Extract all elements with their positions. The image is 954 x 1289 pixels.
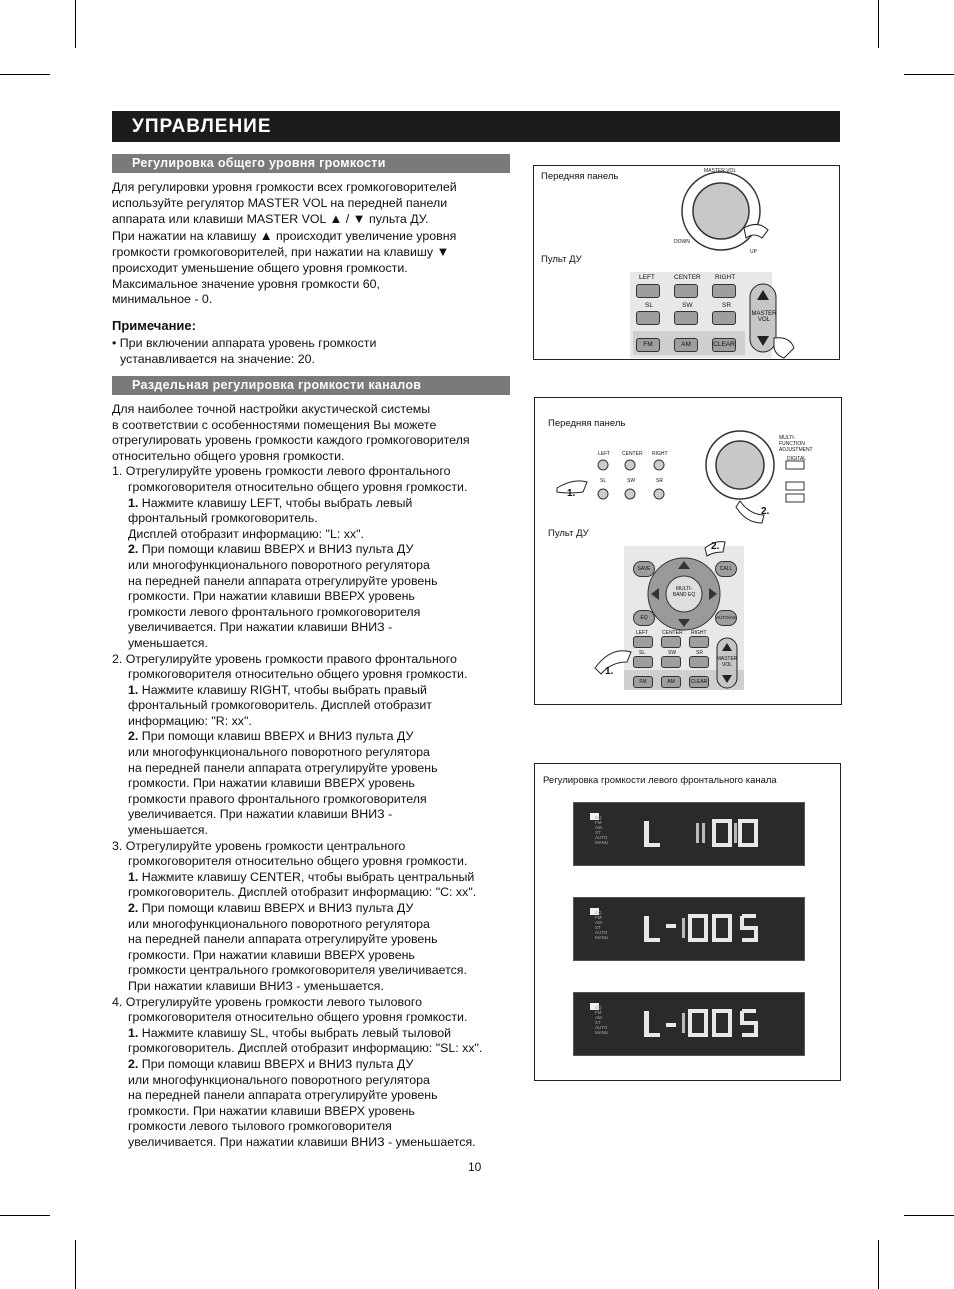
note-title: Примечание: xyxy=(112,318,196,333)
text-line: аппарата или клавиши MASTER VOL ▲ / ▼ пульта ДУ. xyxy=(112,211,429,227)
up-arrow-icon: ▲ xyxy=(329,211,343,227)
multi-band-eq-label: MULTI-BAND EQ xyxy=(672,586,696,598)
front-label: RIGHT xyxy=(652,451,668,457)
left-button[interactable] xyxy=(633,636,653,648)
text-line: 2. При помощи клавиш ВВЕРХ и ВНИЗ пульта ДУ xyxy=(128,1056,414,1071)
list-item: 4. Отрегулируйте уровень громкости левого тылового xyxy=(112,994,422,1009)
front-right-led xyxy=(654,460,664,470)
call-button[interactable]: CALL xyxy=(715,561,737,577)
crop-mark xyxy=(75,0,76,48)
front-sw-led xyxy=(625,489,635,499)
lcd-segment xyxy=(666,1023,676,1027)
remote-label: Пульт ДУ xyxy=(548,528,589,539)
front-label: SL xyxy=(600,478,607,484)
text-line: громкости правого фронтального громкоговорителя xyxy=(128,791,427,806)
master-vol-label: MASTER VOL xyxy=(751,311,777,323)
front-left-led xyxy=(598,460,608,470)
text-line: громкости левого тылового громкоговорителя xyxy=(128,1119,392,1134)
fm-button[interactable]: FM xyxy=(636,338,660,352)
hand-icon xyxy=(774,338,794,358)
lcd-mode-labels: EQ FM AM ST AUTO MANU xyxy=(595,815,609,845)
lcd-segment xyxy=(666,924,676,928)
text-line: на передней панели аппарата отрегулируйте уровень xyxy=(128,1088,438,1103)
text-line: громкости центрального громкоговорителя увеличивается. xyxy=(128,963,467,978)
text-line: используйте регулятор MASTER VOL на передней панели xyxy=(112,195,448,210)
front-sl-led xyxy=(598,489,608,499)
text-line: Дисплей отобразит информацию: "L: xx". xyxy=(128,526,364,541)
crop-mark xyxy=(878,0,879,48)
master-vol-label: MASTER VOL xyxy=(716,656,738,668)
text-line: громкости левого фронтального громкоговорителя xyxy=(128,604,421,619)
front-label: SR xyxy=(656,478,663,484)
front-label: CENTER xyxy=(622,451,643,457)
sl-button[interactable] xyxy=(636,311,660,325)
multi-function-knob xyxy=(716,441,764,489)
list-item: 3. Отрегулируйте уровень громкости центрального xyxy=(112,838,406,853)
text-line: увеличивается. При нажатии клавиши ВНИЗ - xyxy=(128,620,393,635)
page-title: УПРАВЛЕНИЕ xyxy=(112,111,840,142)
crop-mark xyxy=(904,1215,954,1216)
text-line: или многофункционального поворотного регулятора xyxy=(128,557,430,572)
figure-title: Регулировка громкости левого фронтального канала xyxy=(543,775,777,786)
front-label: SW xyxy=(627,478,636,484)
figure-master-volume-art xyxy=(534,166,841,361)
logo-badge xyxy=(786,482,804,490)
btn-label: LEFT xyxy=(636,630,649,636)
step-marker: 1. xyxy=(567,488,576,499)
btn-label: SW xyxy=(668,650,677,656)
right-button[interactable] xyxy=(712,284,736,298)
note-body xyxy=(112,336,522,367)
section-title-master-volume: Регулировка общего уровня громкости xyxy=(112,154,510,173)
text-line: или многофункционального поворотного регулятора xyxy=(128,916,430,931)
text-line: относительно общего уровня громкости. xyxy=(112,448,345,463)
text-line: на передней панели аппарата отрегулируйте уровень xyxy=(128,760,438,775)
figure-channel-adjust xyxy=(534,397,842,705)
btn-label: LEFT xyxy=(639,274,655,281)
text-line: минимальное - 0. xyxy=(112,292,213,307)
auto-as-button[interactable]: AUTO/AS xyxy=(715,610,737,626)
section-body-channel-volume xyxy=(112,402,524,1151)
eq-button[interactable]: EQ xyxy=(633,610,655,626)
text-line: громкоговоритель. Дисплей отобразит информацию: "SL: xx". xyxy=(128,1041,483,1056)
sr-button[interactable] xyxy=(689,656,709,668)
lcd-segment xyxy=(682,1013,685,1033)
lcd-mode-labels: EQ FM AM ST AUTO MANU xyxy=(595,910,609,940)
text-line: громкоговорителя относительно общего уровня громкости. xyxy=(128,1010,468,1025)
crop-mark xyxy=(878,1240,879,1289)
text-line: увеличивается. При нажатии клавиши ВНИЗ - уменьшается. xyxy=(128,1134,476,1149)
text-line: 1. Нажмите клавишу SL, чтобы выбрать левый тыловой xyxy=(128,1025,452,1040)
lcd-digit xyxy=(714,821,730,845)
text-line: громкости. При нажатии клавиши ВВЕРХ уровень xyxy=(128,776,415,791)
down-arrow-icon: ▼ xyxy=(436,244,450,260)
lcd-digit xyxy=(742,1011,756,1035)
sw-button[interactable] xyxy=(674,311,698,325)
text-line: фронтальный громкоговоритель. xyxy=(128,511,318,526)
fm-button[interactable]: FM xyxy=(633,676,653,688)
text-line: громкоговорителя относительно общего уровня громкости. xyxy=(128,854,468,869)
save-button[interactable]: SAVE xyxy=(633,561,655,577)
lcd-segment xyxy=(682,918,685,938)
btn-label: CENTER xyxy=(674,274,701,281)
lcd-segment xyxy=(644,1033,660,1037)
front-panel-label: Передняя панель xyxy=(541,171,619,182)
text-line: громкости. При нажатии клавиши ВВЕРХ уровень xyxy=(128,1103,415,1118)
down-arrow-icon: ▼ xyxy=(352,211,366,227)
text-line: информацию: "R: xx". xyxy=(128,713,252,728)
text-line: При нажатии клавиши ВНИЗ - уменьшается. xyxy=(128,978,384,993)
remote-label: Пульт ДУ xyxy=(541,254,582,265)
clear-button[interactable]: CLEAR xyxy=(689,676,709,688)
text-line: происходит уменьшение общего уровня громкости. xyxy=(112,260,408,275)
right-button[interactable] xyxy=(689,636,709,648)
text-line: Для наиболее точной настройки акустической системы xyxy=(112,402,431,416)
btn-label: SR xyxy=(696,650,703,656)
lcd-mode-labels: EQ FM AM ST AUTO MANU xyxy=(595,1005,609,1035)
page-number: 10 xyxy=(468,1160,482,1174)
crop-mark xyxy=(0,1215,50,1216)
step-marker: 2. xyxy=(711,541,720,552)
btn-label: RIGHT xyxy=(691,630,707,636)
text-line: 1. Нажмите клавишу CENTER, чтобы выбрать центральный xyxy=(128,869,475,884)
text-line: При нажатии на клавишу ▲ происходит увеличение уровня xyxy=(112,227,457,243)
btn-label: CENTER xyxy=(662,630,683,636)
section-body-master-volume xyxy=(112,180,522,308)
lcd-digit xyxy=(714,1011,730,1035)
figure-master-volume xyxy=(533,165,840,360)
digital-label: DIGITAL xyxy=(787,456,807,462)
up-label: UP xyxy=(750,249,757,255)
text-line: в соответствии с особенностями помещения Вы можете xyxy=(112,417,437,432)
text-line: • При включении аппарата уровень громкости xyxy=(112,336,377,350)
lcd-segment xyxy=(644,938,660,942)
text-line: Максимальное значение уровня громкости 60, xyxy=(112,276,380,291)
figure-lcd-displays xyxy=(534,763,841,1081)
lcd-art xyxy=(574,993,806,1057)
text-line: 1. Нажмите клавишу LEFT, чтобы выбрать левый xyxy=(128,495,413,510)
text-line: уменьшается. xyxy=(128,823,208,838)
hand-icon xyxy=(736,501,764,523)
hand-icon xyxy=(744,224,768,238)
lcd-digit xyxy=(740,821,756,845)
sr-button[interactable] xyxy=(712,311,736,325)
list-item: 2. Отрегулируйте уровень громкости правого фронтального xyxy=(112,651,457,666)
text-line: увеличивается. При нажатии клавиши ВНИЗ - xyxy=(128,807,393,822)
digital-logo xyxy=(786,461,804,469)
btn-label: SR xyxy=(722,302,732,309)
text-line: громкости. При нажатии клавиши ВВЕРХ уровень xyxy=(128,947,415,962)
lcd-digit xyxy=(690,1011,706,1035)
am-button[interactable]: AM xyxy=(674,338,698,352)
btn-label: SL xyxy=(645,302,653,309)
text-line: громкости громкоговорителей, при нажатии на клавишу ▼ xyxy=(112,244,450,260)
btn-label: RIGHT xyxy=(715,274,736,281)
front-panel-label: Передняя панель xyxy=(548,418,626,429)
text-line: на передней панели аппарата отрегулируйте уровень xyxy=(128,932,438,947)
text-line: устанавливается на значение: 20. xyxy=(120,351,315,366)
master-vol-knob xyxy=(693,183,749,239)
text-line: 2. При помощи клавиш ВВЕРХ и ВНИЗ пульта ДУ xyxy=(128,542,414,557)
center-button[interactable] xyxy=(674,284,698,298)
lcd-digit xyxy=(690,916,706,940)
text-line: уменьшается. xyxy=(128,635,208,650)
text-line: 2. При помощи клавиш ВВЕРХ и ВНИЗ пульта ДУ xyxy=(128,901,414,915)
front-center-led xyxy=(625,460,635,470)
text-line: фронтальный громкоговоритель. Дисплей отобразит xyxy=(128,698,432,713)
sl-button[interactable] xyxy=(633,656,653,668)
knob-label: MASTER VOL xyxy=(704,168,737,174)
step-marker: 1. xyxy=(605,666,614,677)
text-line: на передней панели аппарата отрегулируйте уровень xyxy=(128,573,438,588)
text-line: 2. При помощи клавиш ВВЕРХ и ВНИЗ пульта ДУ xyxy=(128,729,414,744)
lcd-digit xyxy=(742,916,756,940)
multi-function-label: MULTI-FUNCTION ADJUSTMENT xyxy=(779,435,813,453)
clear-button[interactable]: CLEAR xyxy=(712,338,736,352)
btn-label: SW xyxy=(682,302,693,309)
lcd-segment xyxy=(702,823,705,843)
text-line: громкоговоритель. Дисплей отобразит информацию: "C: xx". xyxy=(128,885,477,900)
am-button[interactable]: AM xyxy=(661,676,681,688)
text-line: громкости. При нажатии клавиши ВВЕРХ уровень xyxy=(128,589,415,604)
logo-badge xyxy=(786,494,804,502)
front-label: LEFT xyxy=(598,451,611,457)
lcd-art xyxy=(574,803,806,867)
btn-label: SL xyxy=(639,650,646,656)
text-line: Для регулировки уровня громкости всех громкоговорителей xyxy=(112,180,457,194)
center-button[interactable] xyxy=(661,636,681,648)
lcd-segment xyxy=(734,823,737,843)
lcd-art xyxy=(574,898,806,962)
text-line: 1. Нажмите клавишу RIGHT, чтобы выбрать правый xyxy=(128,682,427,697)
down-label: DOWN xyxy=(674,239,690,245)
sw-button[interactable] xyxy=(661,656,681,668)
front-sr-led xyxy=(654,489,664,499)
text-line: или многофункционального поворотного регулятора xyxy=(128,745,430,760)
crop-mark xyxy=(0,74,50,75)
text-line: громкоговорителя относительно общего уровня громкости. xyxy=(128,667,468,682)
step-marker: 2. xyxy=(761,506,770,517)
text-line: громкоговорителя относительно общего уровня громкости. xyxy=(128,479,468,494)
up-arrow-icon: ▲ xyxy=(259,227,273,243)
lcd-segment xyxy=(644,843,660,847)
crop-mark xyxy=(75,1240,76,1289)
crop-mark xyxy=(904,74,954,75)
section-title-channel-volume: Раздельная регулировка громкости каналов xyxy=(112,376,510,395)
left-button[interactable] xyxy=(636,284,660,298)
text-line: или многофункционального поворотного регулятора xyxy=(128,1072,430,1087)
list-item: 1. Отрегулируйте уровень громкости левого фронтального xyxy=(112,464,451,479)
text-line: отрегулировать уровень громкости каждого громкоговорителя xyxy=(112,433,470,448)
lcd-digit xyxy=(714,916,730,940)
lcd-segment xyxy=(696,823,699,843)
